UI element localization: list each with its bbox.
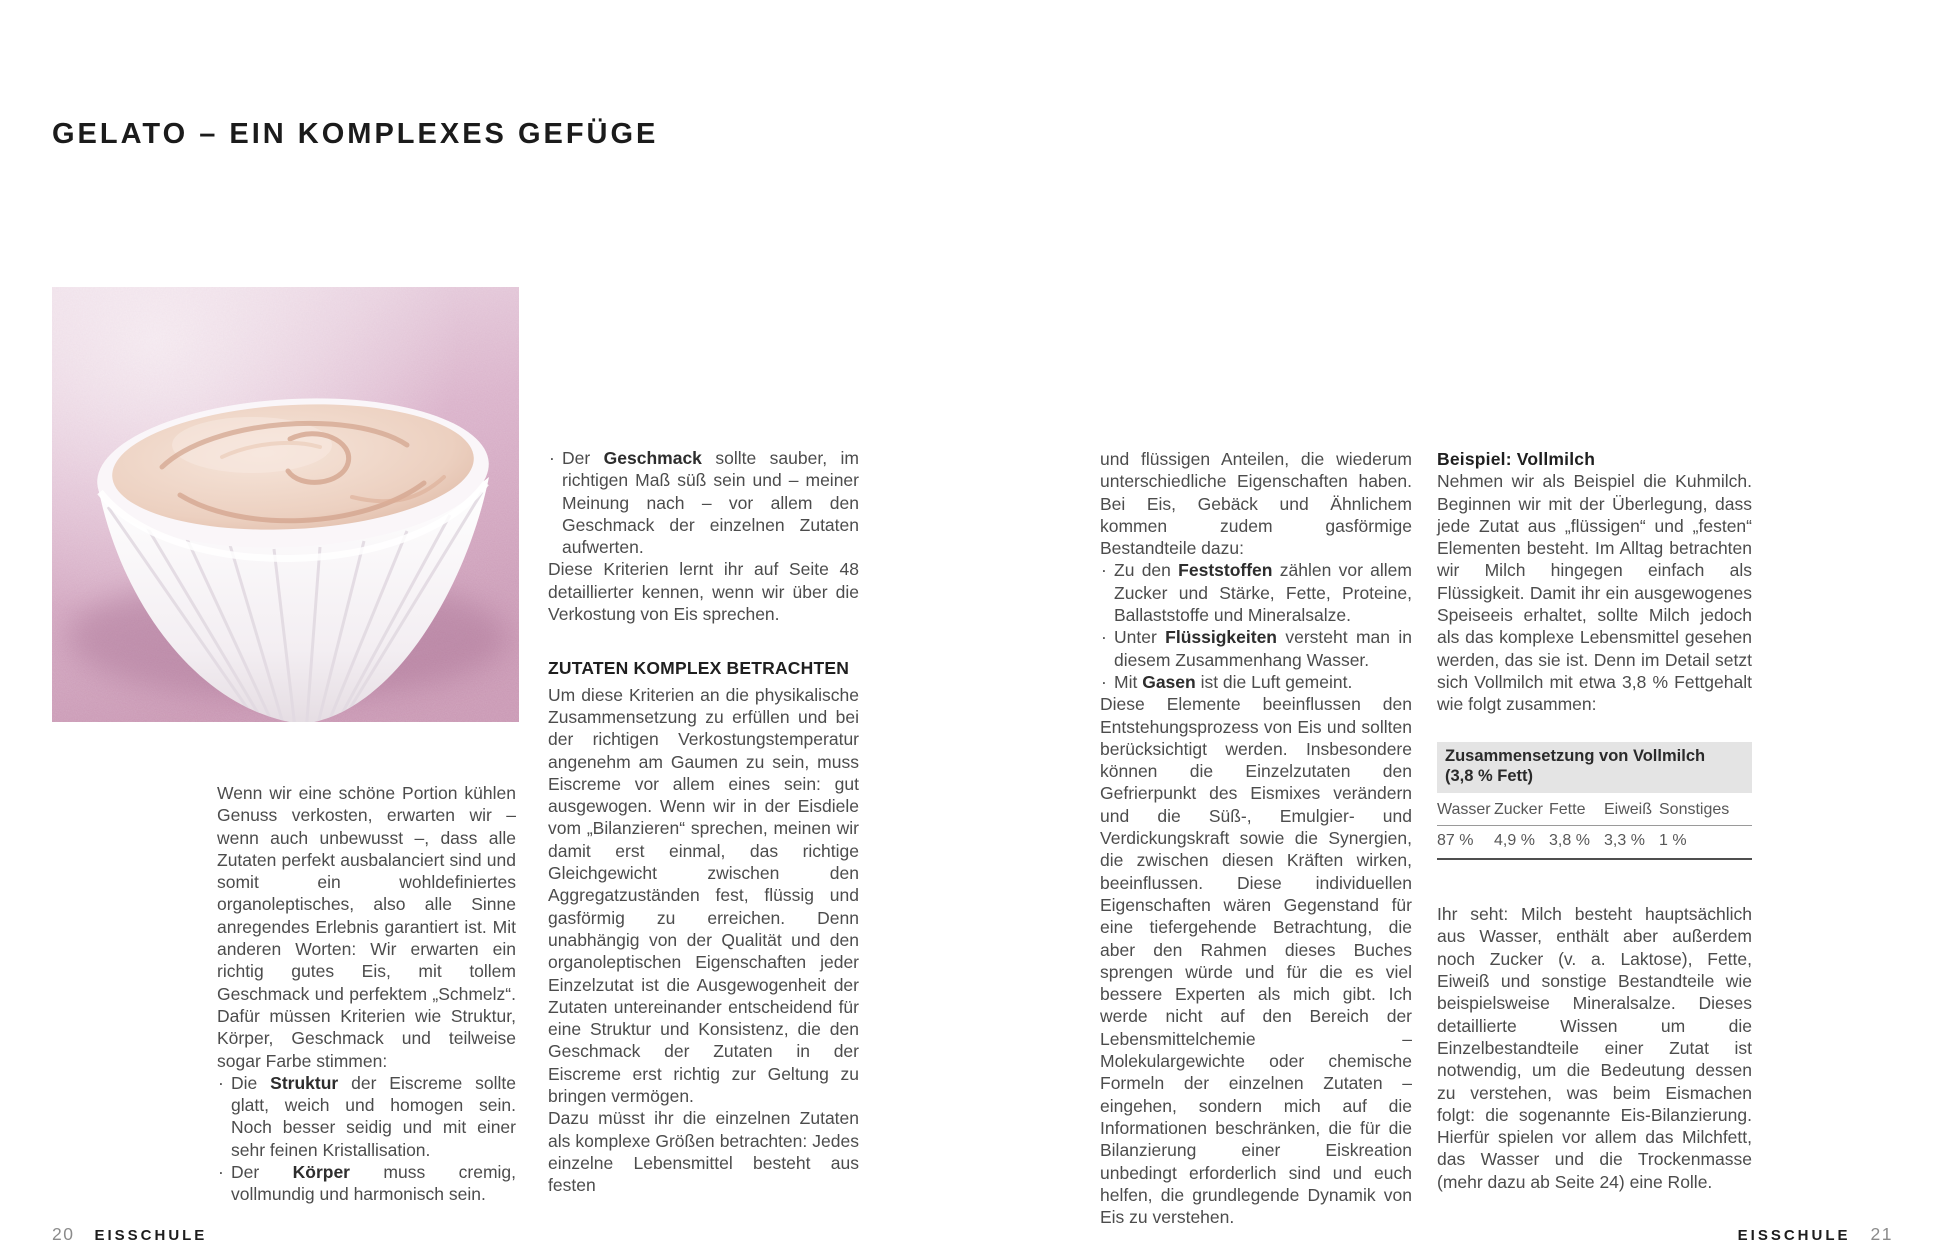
- bullet-dot: ·: [218, 1072, 224, 1093]
- intro-paragraph: Wenn wir eine schöne Portion kühlen Genuss verkosten, erwarten wir – wenn auch unbewusst –, dass alle Zutaten perfekt ausbalanciert sind und somit ein wohldefiniertes organoleptisches, also alle Sinne anregendes Erlebnis garantiert ist. Mit anderen Worten: Wir erwarten ein richtig gutes Eis, mit tollem Geschmack und perfektem „Schmelz“. Dafür müssen Kriterien wie Struktur, Körper, Geschmack und teilweise sogar Farbe stimmen:: [217, 783, 516, 1071]
- bullet-dot: ·: [1101, 560, 1107, 581]
- paragraph-komplex: Dazu müsst ihr die einzelnen Zutaten als komplexe Größen betrachten: Jedes einzelne Lebensmittel besteht aus festen: [548, 1108, 859, 1196]
- left-page-column-1: [217, 782, 516, 1206]
- right-page-column-2: [1437, 448, 1752, 1193]
- table-value-cell: 1 %: [1659, 831, 1687, 849]
- section-heading-zutaten: ZUTATEN KOMPLEX BETRACHTEN: [548, 658, 850, 679]
- gelato-photo: [52, 287, 519, 722]
- bullet-geschmack-text: Der Geschmack sollte sauber, im richtigen Maß süß sein und – meiner Meinung nach – vor allem den Geschmack der einzelnen Zutaten aufwerten.: [562, 448, 860, 558]
- table-value-cell: 3,8 %: [1549, 831, 1590, 849]
- table-title-line1: Zusammensetzung von Vollmilch: [1445, 746, 1706, 765]
- right-page-column-1: [1100, 448, 1412, 1228]
- paragraph-anteile: und flüssigen Anteilen, die wiederum unterschiedliche Eigenschaften haben. Bei Eis, Gebäck und Ähnlichem kommen zudem gasförmige Bestandteile dazu:: [1100, 449, 1412, 559]
- bullet-gase-text: Mit Gasen ist die Luft gemeint.: [1114, 671, 1353, 692]
- table-title-line2: (3,8 % Fett): [1445, 766, 1534, 785]
- bullet-dot: ·: [1101, 671, 1107, 692]
- paragraph-seite48: Diese Kriterien lernt ihr auf Seite 48 detaillierter kennen, wenn wir über die Verkostung von Eis sprechen.: [548, 559, 859, 625]
- bullet-dot: ·: [218, 1162, 224, 1183]
- left-page-column-2: [548, 447, 859, 1197]
- table-header-cell: Eiweiß: [1604, 800, 1653, 818]
- bullet-struktur: [217, 1072, 516, 1161]
- table-value-cell: 87 %: [1437, 831, 1474, 849]
- bullet-struktur-text: Die Struktur der Eiscreme sollte glatt, weich und homogen sein. Noch besser seidig und mit einer sehr feinen Kristallisation.: [231, 1072, 516, 1160]
- ice-cream-photo-image: [52, 287, 519, 722]
- table-values: [1437, 826, 1752, 860]
- book-title-footer-left: EISSCHULE: [94, 1227, 208, 1244]
- table-header-cell: Sonstiges: [1659, 800, 1730, 818]
- table-header-cell: Wasser: [1437, 800, 1491, 818]
- bullet-fluessigkeiten: [1100, 626, 1412, 671]
- bullet-fluessigkeiten-text: Unter Flüssigkeiten versteht man in diesem Zusammenhang Wasser.: [1114, 627, 1412, 670]
- vollmilch-table: [1437, 742, 1752, 861]
- chapter-title: GELATO – EIN KOMPLEXES GEFÜGE: [52, 118, 659, 151]
- table-column-headers: [1437, 793, 1752, 826]
- bullet-dot: ·: [549, 448, 555, 468]
- page-number-right: 21: [1870, 1224, 1893, 1244]
- right-page-footer: [1738, 1224, 1893, 1245]
- book-title-footer-right: EISSCHULE: [1737, 1227, 1851, 1244]
- paragraph-ausgewogen: Um diese Kriterien an die physikalische Zusammensetzung zu erfüllen und bei der richtigen Verkostungstemperatur angenehm am Gaumen zu sein, muss Eiscreme vor allem eines sein: gut ausgewogen. Wenn wir in der Eisdiele vom „Bilanzieren“ sprechen, meinen wir damit erst einmal, das richtige Gleichgewicht zwischen den Aggregatzuständen fest, flüssig und gasförmig zu erreichen. Denn unabhängig von der Qualität und den organoleptischen Eigenschaften jeder Einzelzutat ist die Ausgewogenheit der Zutaten untereinander entscheidend für eine Struktur und Konsistenz, die den Geschmack der Zutaten in der Eiscreme erst richtig zur Geltung zu bringen vermögen.: [548, 684, 859, 1107]
- bullet-feststoffe: [1100, 559, 1412, 626]
- paragraph-elemente: Diese Elemente beeinflussen den Entstehungsprozess von Eis und sollten berücksichtigt werden. Insbesondere können die Einzelzutaten den Gefrierpunkt des Eismixes verändern und die Süß-, Emulgier- und Verdickungskraft sowie die Synergien, die zwischen diesen Kräften wirken, beeinflussen. Diese individuellen Eigenschaften wären Gegenstand für eine tiefergehende Betrachtung, die aber den Rahmen dieses Buches sprengen würde und für die es viel bessere Experten als mich gibt. Ich werde nicht auf den Bereich der Lebensmittelchemie – Molekulargewichte oder chemische Formeln der einzelnen Zutaten – eingehen, sondern mich auf die Informationen beschränken, die für die Bilanzierung einer Eiskreation unbedingt erforderlich sind und euch helfen, die grundlegende Dynamik von Eis zu verstehen.: [1100, 694, 1412, 1228]
- page-number-left: 20: [52, 1224, 75, 1244]
- table-value-cell: 3,3 %: [1604, 831, 1645, 849]
- bullet-geschmack: [548, 447, 859, 558]
- table-title: [1437, 742, 1752, 793]
- section-heading-beispiel: Beispiel: Vollmilch: [1437, 449, 1596, 469]
- bullet-dot: ·: [1101, 627, 1107, 648]
- bullet-koerper: [217, 1161, 516, 1206]
- table-value-cell: 4,9 %: [1494, 831, 1535, 849]
- bullet-gase: [1100, 671, 1412, 693]
- paragraph-kuhmilch: Nehmen wir als Beispiel die Kuhmilch. Beginnen wir mit der Überlegung, dass jede Zutat aus „flüssigen“ und „festen“ Elementen besteht. Im Alltag betrachten wir Milch hingegen einfach als Flüssigkeit. Damit ihr ein ausgewogenes Speiseeis erhaltet, sollte Milch jedoch als das komplexe Lebensmittel gesehen werden, das sie ist. Denn im Detail setzt sich Vollmilch mit etwa 3,8 % Fettgehalt wie folgt zusammen:: [1437, 471, 1752, 715]
- bullet-koerper-text: Der Körper muss cremig, vollmundig und harmonisch sein.: [231, 1162, 517, 1205]
- table-header-cell: Zucker: [1494, 800, 1543, 818]
- paragraph-ihr-seht: Ihr seht: Milch besteht hauptsächlich aus Wasser, enthält aber außerdem noch Zucker (v. a. Laktose), Fette, Eiweiß und sonstige Bestandteile wie beispielsweise Mineralsalze. Dieses detaillierte Wissen um die Einzelbestandteile einer Zutat ist notwendig, um die Bedeutung dessen zu verstehen, was beim Eismachen folgt: die sogenannte Eis-Bilanzierung. Hierfür spielen vor allem das Milchfett, das Wasser und die Trockenmasse (mehr dazu ab Seite 24) eine Rolle.: [1437, 904, 1752, 1192]
- table-header-cell: Fette: [1549, 800, 1586, 818]
- left-page-footer: [52, 1224, 207, 1245]
- bullet-feststoffe-text: Zu den Feststoffen zählen vor allem Zucker und Stärke, Fette, Proteine, Ballaststoffe und Mineralsalze.: [1114, 560, 1412, 626]
